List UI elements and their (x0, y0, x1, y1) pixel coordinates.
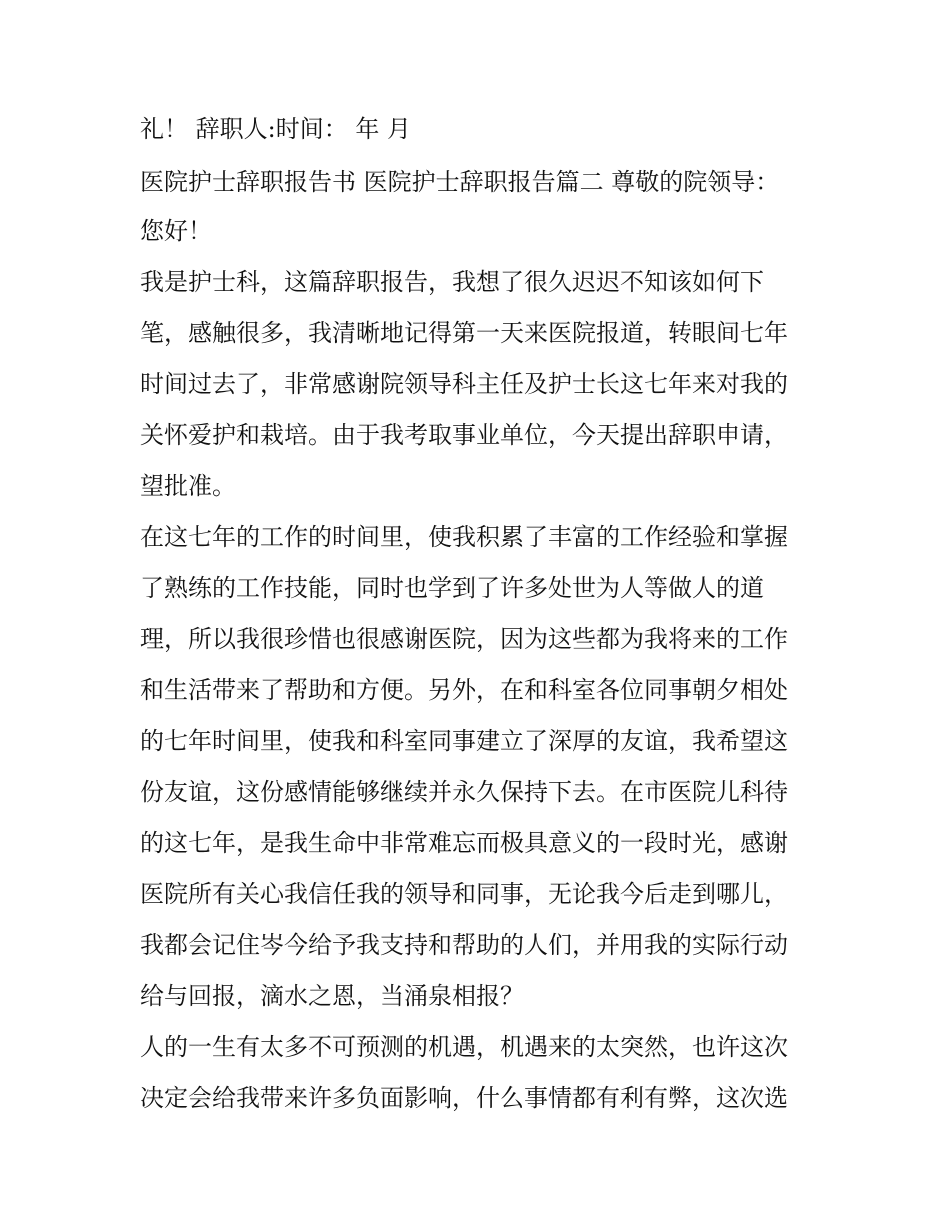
text-line: 医院护士辞职报告书 医院护士辞职报告篇二 尊敬的院领导： (140, 168, 780, 196)
text-line: 我都会记住岑今给予我支持和帮助的人们，并用我的实际行动 (140, 931, 788, 959)
text-line: 在这七年的工作的时间里，使我积累了丰富的工作经验和掌握 (140, 523, 788, 551)
text-line: 礼！ 辞职人:时间： 年 月 (140, 115, 411, 143)
text-line: 您好！ (140, 217, 212, 245)
text-line: 我是护士科，这篇辞职报告，我想了很久迟迟不知该如何下 (140, 268, 764, 296)
text-line: 的七年时间里，使我和科室同事建立了深厚的友谊，我希望这 (140, 727, 788, 755)
text-line: 关怀爱护和栽培。由于我考取事业单位，今天提出辞职申请， (140, 421, 788, 449)
text-line: 望批准。 (140, 472, 236, 500)
text-line: 笔，感触很多，我清晰地记得第一天来医院报道，转眼间七年 (140, 319, 788, 347)
text-line: 给与回报，滴水之恩，当涌泉相报？ (140, 982, 524, 1010)
text-line: 医院所有关心我信任我的领导和同事，无论我今后走到哪儿， (140, 880, 788, 908)
text-line: 决定会给我带来许多负面影响，什么事情都有利有弊，这次选 (140, 1084, 788, 1112)
text-line: 时间过去了，非常感谢院领导科主任及护士长这七年来对我的 (140, 370, 788, 398)
text-line: 和生活带来了帮助和方便。另外，在和科室各位同事朝夕相处 (140, 676, 788, 704)
text-line: 理，所以我很珍惜也很感谢医院，因为这些都为我将来的工作 (140, 625, 788, 653)
text-line: 人的一生有太多不可预测的机遇，机遇来的太突然，也许这次 (140, 1033, 788, 1061)
text-line: 了熟练的工作技能，同时也学到了许多处世为人等做人的道 (140, 574, 764, 602)
text-line: 份友谊，这份感情能够继续并永久保持下去。在市医院儿科待 (140, 778, 788, 806)
text-line: 的这七年，是我生命中非常难忘而极具意义的一段时光，感谢 (140, 829, 788, 857)
